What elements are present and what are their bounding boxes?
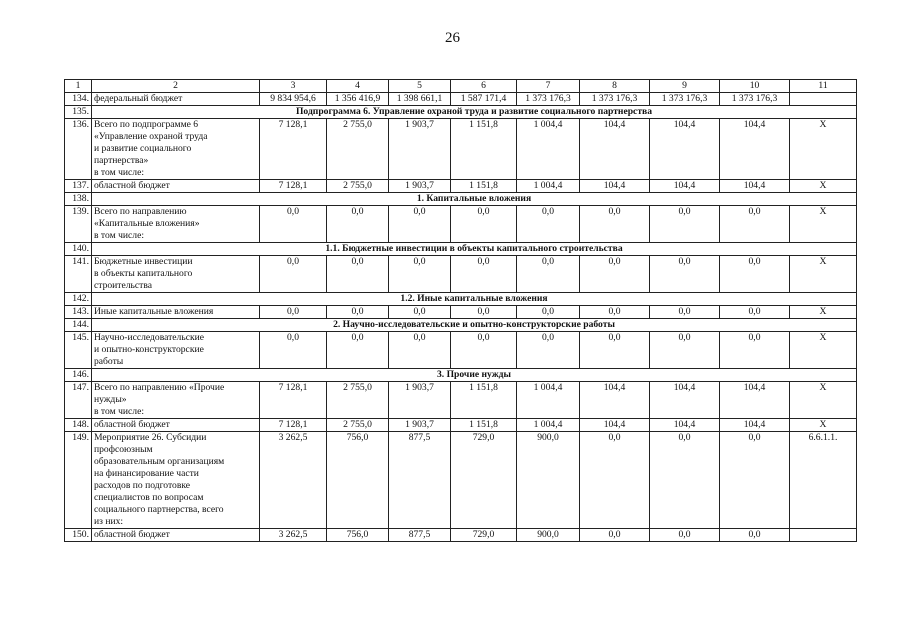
value-cell: 900,0 <box>517 529 580 542</box>
value-cell: 0,0 <box>650 529 720 542</box>
value-cell: 0,0 <box>327 306 389 319</box>
code-cell: Х <box>790 206 857 243</box>
budget-table <box>64 79 857 542</box>
row-number: 139. <box>65 206 92 243</box>
code-cell: Х <box>790 332 857 369</box>
value-cell: 104,4 <box>720 382 790 419</box>
code-cell: 6.6.1.1. <box>790 432 857 529</box>
value-cell: 0,0 <box>517 332 580 369</box>
value-cell: 0,0 <box>389 256 451 293</box>
page-number: 26 <box>445 30 460 46</box>
value-cell: 9 834 954,6 <box>260 93 327 106</box>
value-cell: 1 903,7 <box>389 180 451 193</box>
table-body <box>65 80 857 542</box>
row-number: 145. <box>65 332 92 369</box>
value-cell: 1 587 171,4 <box>451 93 517 106</box>
section-title: 3. Прочие нужды <box>92 369 857 382</box>
value-cell: 0,0 <box>389 332 451 369</box>
row-number: 149. <box>65 432 92 529</box>
code-cell: Х <box>790 382 857 419</box>
value-cell: 0,0 <box>720 206 790 243</box>
column-number-cell: 4 <box>327 80 389 93</box>
value-cell: 0,0 <box>580 432 650 529</box>
section-title: 1. Капитальные вложения <box>92 193 857 206</box>
value-cell: 104,4 <box>650 180 720 193</box>
row-number: 144. <box>65 319 92 332</box>
value-cell: 1 004,4 <box>517 119 580 180</box>
value-cell: 1 356 416,9 <box>327 93 389 106</box>
value-cell: 0,0 <box>327 206 389 243</box>
value-cell: 1 903,7 <box>389 119 451 180</box>
value-cell: 877,5 <box>389 529 451 542</box>
table-row <box>65 256 857 293</box>
column-number-cell: 11 <box>790 80 857 93</box>
row-number: 134. <box>65 93 92 106</box>
value-cell: 0,0 <box>451 306 517 319</box>
value-cell: 0,0 <box>720 306 790 319</box>
value-cell: 0,0 <box>580 332 650 369</box>
row-name: Научно-исследовательские и опытно-конструкторские работы <box>92 332 260 369</box>
code-cell <box>790 93 857 106</box>
value-cell: 0,0 <box>451 256 517 293</box>
section-title: 1.2. Иные капитальные вложения <box>92 293 857 306</box>
value-cell: 7 128,1 <box>260 180 327 193</box>
table-row <box>65 529 857 542</box>
section-row <box>65 369 857 382</box>
value-cell: 104,4 <box>580 119 650 180</box>
row-name: Мероприятие 26. Субсидии профсоюзным образовательным организациям на финансирование части расходов по подготовке специалистов по вопросам социального партнерства, всего из них: <box>92 432 260 529</box>
column-number-cell: 1 <box>65 80 92 93</box>
value-cell: 900,0 <box>517 432 580 529</box>
section-row <box>65 243 857 256</box>
value-cell: 1 151,8 <box>451 119 517 180</box>
code-cell <box>790 529 857 542</box>
value-cell: 1 151,8 <box>451 180 517 193</box>
value-cell: 104,4 <box>720 180 790 193</box>
row-number: 141. <box>65 256 92 293</box>
value-cell: 1 151,8 <box>451 382 517 419</box>
value-cell: 0,0 <box>260 256 327 293</box>
value-cell: 3 262,5 <box>260 432 327 529</box>
row-number: 148. <box>65 419 92 432</box>
row-name: Всего по направлению «Прочие нужды» в том числе: <box>92 382 260 419</box>
column-number-cell: 6 <box>451 80 517 93</box>
value-cell: 7 128,1 <box>260 119 327 180</box>
value-cell: 1 398 661,1 <box>389 93 451 106</box>
column-number-cell: 3 <box>260 80 327 93</box>
row-number: 147. <box>65 382 92 419</box>
value-cell: 0,0 <box>327 332 389 369</box>
value-cell: 1 373 176,3 <box>517 93 580 106</box>
table-row <box>65 306 857 319</box>
value-cell: 0,0 <box>720 432 790 529</box>
value-cell: 0,0 <box>451 332 517 369</box>
table-row <box>65 93 857 106</box>
value-cell: 0,0 <box>650 306 720 319</box>
value-cell: 729,0 <box>451 529 517 542</box>
table-row <box>65 180 857 193</box>
table-row <box>65 382 857 419</box>
row-number: 143. <box>65 306 92 319</box>
value-cell: 0,0 <box>720 256 790 293</box>
value-cell: 104,4 <box>580 180 650 193</box>
value-cell: 1 004,4 <box>517 382 580 419</box>
value-cell: 0,0 <box>260 206 327 243</box>
table-row <box>65 432 857 529</box>
row-name: областной бюджет <box>92 419 260 432</box>
value-cell: 0,0 <box>260 306 327 319</box>
row-number: 137. <box>65 180 92 193</box>
section-title: 1.1. Бюджетные инвестиции в объекты капитального строительства <box>92 243 857 256</box>
value-cell: 7 128,1 <box>260 382 327 419</box>
row-name: областной бюджет <box>92 180 260 193</box>
value-cell: 0,0 <box>580 306 650 319</box>
value-cell: 1 373 176,3 <box>580 93 650 106</box>
value-cell: 0,0 <box>720 529 790 542</box>
value-cell: 1 903,7 <box>389 419 451 432</box>
table-row <box>65 119 857 180</box>
value-cell: 0,0 <box>650 256 720 293</box>
value-cell: 104,4 <box>580 419 650 432</box>
section-row <box>65 193 857 206</box>
column-number-cell: 8 <box>580 80 650 93</box>
table-row <box>65 332 857 369</box>
value-cell: 0,0 <box>389 206 451 243</box>
row-number: 140. <box>65 243 92 256</box>
column-number-row <box>65 80 857 93</box>
row-name: Всего по подпрограмме 6 «Управление охраной труда и развитие социального партнерства» в том числе: <box>92 119 260 180</box>
value-cell: 1 373 176,3 <box>650 93 720 106</box>
value-cell: 877,5 <box>389 432 451 529</box>
value-cell: 7 128,1 <box>260 419 327 432</box>
section-row <box>65 293 857 306</box>
value-cell: 1 004,4 <box>517 180 580 193</box>
value-cell: 104,4 <box>580 382 650 419</box>
value-cell: 2 755,0 <box>327 419 389 432</box>
row-number: 136. <box>65 119 92 180</box>
value-cell: 104,4 <box>650 382 720 419</box>
section-row <box>65 106 857 119</box>
value-cell: 0,0 <box>389 306 451 319</box>
row-name: Всего по направлению «Капитальные вложения» в том числе: <box>92 206 260 243</box>
value-cell: 756,0 <box>327 432 389 529</box>
row-name: Бюджетные инвестиции в объекты капитального строительства <box>92 256 260 293</box>
value-cell: 1 151,8 <box>451 419 517 432</box>
column-number-cell: 10 <box>720 80 790 93</box>
value-cell: 3 262,5 <box>260 529 327 542</box>
column-number-cell: 5 <box>389 80 451 93</box>
value-cell: 0,0 <box>650 206 720 243</box>
value-cell: 729,0 <box>451 432 517 529</box>
value-cell: 104,4 <box>650 119 720 180</box>
row-name: Иные капитальные вложения <box>92 306 260 319</box>
value-cell: 0,0 <box>260 332 327 369</box>
column-number-cell: 2 <box>92 80 260 93</box>
value-cell: 104,4 <box>720 419 790 432</box>
row-number: 138. <box>65 193 92 206</box>
column-number-cell: 9 <box>650 80 720 93</box>
section-title: Подпрограмма 6. Управление охраной труда и развитие социального партнерства <box>92 106 857 119</box>
row-number: 146. <box>65 369 92 382</box>
value-cell: 0,0 <box>517 306 580 319</box>
row-name: областной бюджет <box>92 529 260 542</box>
value-cell: 0,0 <box>650 432 720 529</box>
code-cell: Х <box>790 256 857 293</box>
section-title: 2. Научно-исследовательские и опытно-конструкторские работы <box>92 319 857 332</box>
value-cell: 0,0 <box>580 529 650 542</box>
code-cell: Х <box>790 180 857 193</box>
value-cell: 756,0 <box>327 529 389 542</box>
table-row <box>65 419 857 432</box>
row-number: 150. <box>65 529 92 542</box>
table-row <box>65 206 857 243</box>
row-number: 135. <box>65 106 92 119</box>
section-row <box>65 319 857 332</box>
code-cell: Х <box>790 119 857 180</box>
value-cell: 0,0 <box>720 332 790 369</box>
value-cell: 0,0 <box>327 256 389 293</box>
value-cell: 1 903,7 <box>389 382 451 419</box>
code-cell: Х <box>790 419 857 432</box>
value-cell: 2 755,0 <box>327 180 389 193</box>
value-cell: 1 004,4 <box>517 419 580 432</box>
row-number: 142. <box>65 293 92 306</box>
value-cell: 104,4 <box>650 419 720 432</box>
value-cell: 0,0 <box>580 206 650 243</box>
code-cell: Х <box>790 306 857 319</box>
value-cell: 2 755,0 <box>327 119 389 180</box>
column-number-cell: 7 <box>517 80 580 93</box>
value-cell: 0,0 <box>580 256 650 293</box>
value-cell: 0,0 <box>517 206 580 243</box>
value-cell: 0,0 <box>517 256 580 293</box>
value-cell: 104,4 <box>720 119 790 180</box>
value-cell: 0,0 <box>451 206 517 243</box>
value-cell: 0,0 <box>650 332 720 369</box>
row-name: федеральный бюджет <box>92 93 260 106</box>
value-cell: 2 755,0 <box>327 382 389 419</box>
value-cell: 1 373 176,3 <box>720 93 790 106</box>
